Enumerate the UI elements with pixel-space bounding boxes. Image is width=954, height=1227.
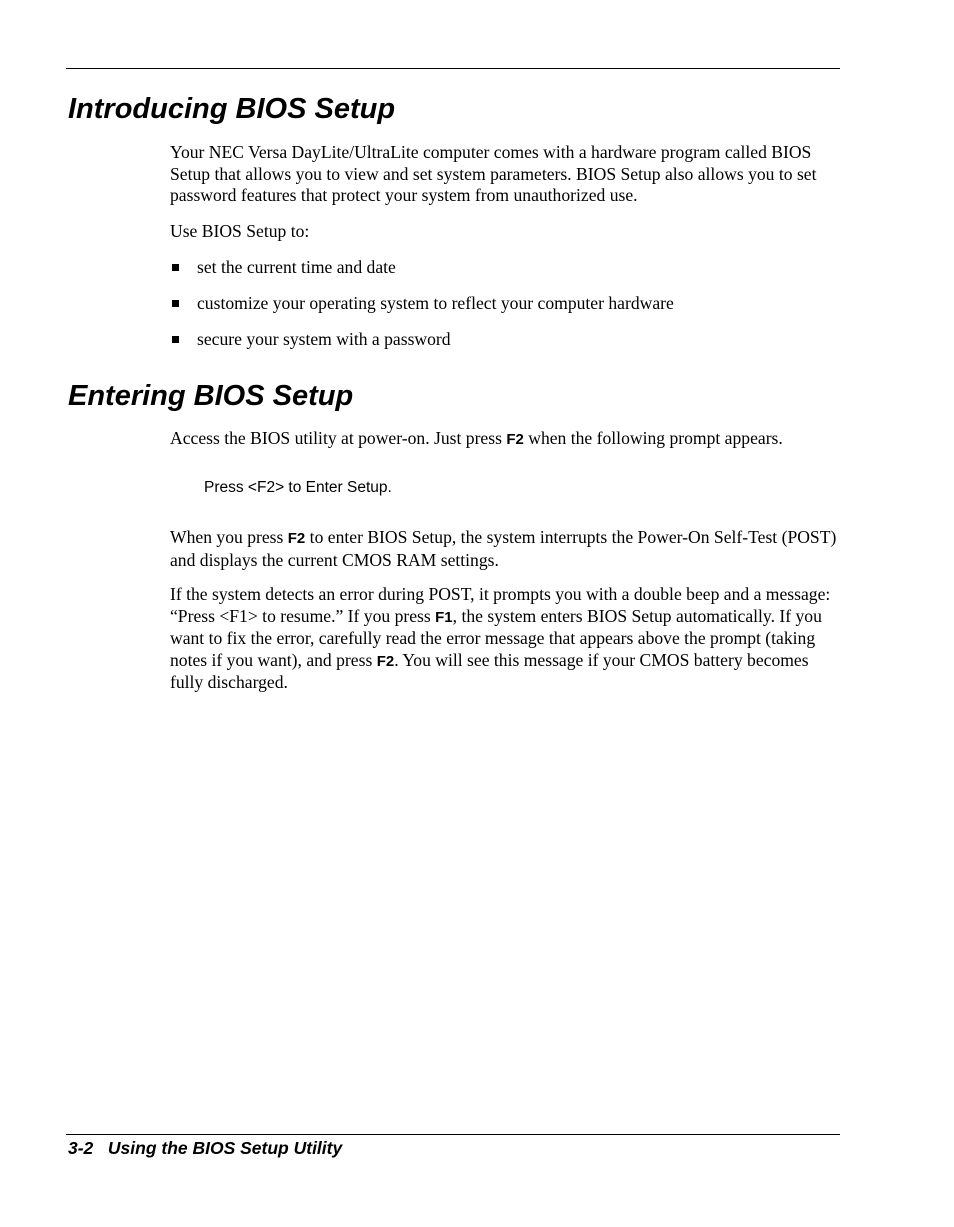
text-run: , the system enters BIOS Setup automatically. If you want to fix the error, carefully read the error message that appears above the prompt (taking notes if you want), and press [170,605,822,670]
setup-prompt-text: Press <F2> to Enter Setup. [204,479,392,496]
bullet-list [170,257,842,365]
list-item [170,257,842,279]
key-label: F1 [435,608,453,626]
paragraph-text [170,527,842,571]
text-run: Access the BIOS utility at power-on. Just press [170,428,507,448]
intro-lead-paragraph [170,221,842,243]
text-run: when the following prompt appears. [523,428,783,448]
list-item [170,329,842,351]
intro-lead-text: Use BIOS Setup to: [170,221,310,241]
text-run: . You will see this message if your CMOS battery becomes fully discharged. [170,649,809,692]
paragraph-text [170,584,842,694]
text-run: When you press [170,527,288,547]
section-heading-introducing: Introducing BIOS Setup [68,93,396,125]
chapter-title: Using the BIOS Setup Utility [107,1138,343,1158]
header-rule [66,68,840,69]
intro-description: Your NEC Versa DayLite/UltraLite computer comes with a hardware program called BIOS Setup that allows you to view and set system parameters. BIOS Setup also allows you to set password features that protect your system from unauthorized use. [170,142,817,205]
entering-paragraph-3 [170,584,842,694]
list-item-text: secure your system with a password [197,329,451,349]
key-label: F2 [287,530,306,547]
square-bullet-icon [172,336,179,343]
page-footer [68,1137,342,1159]
list-item-text: customize your operating system to reflect your computer hardware [197,293,674,313]
intro-paragraph [170,142,842,207]
footer-rule [66,1134,840,1135]
page-number: 3-2 [68,1138,94,1158]
entering-paragraph-2 [170,527,842,571]
square-bullet-icon [172,264,179,271]
key-label: F2 [506,431,524,448]
list-item [170,293,842,315]
text-run: If the system detects an error during POST, it prompts you with a double beep and a message: “Press <F1> to resume.” If you press [170,584,831,626]
section-heading-entering: Entering BIOS Setup [68,380,354,412]
paragraph-text [170,428,842,451]
list-item-text: set the current time and date [197,257,396,277]
text-run: to enter BIOS Setup, the system interrupts the Power-On Self-Test (POST) and displays the current CMOS RAM settings. [170,527,837,570]
entering-paragraph-1 [170,428,842,451]
square-bullet-icon [172,300,179,307]
key-label: F2 [376,652,395,670]
